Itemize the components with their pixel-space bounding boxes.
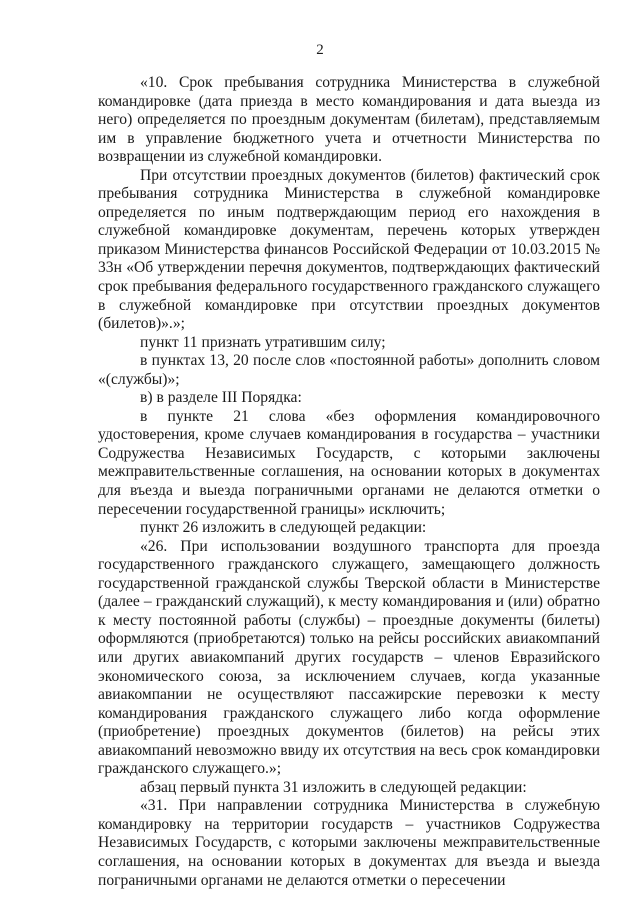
page-number: 2 bbox=[316, 42, 324, 58]
paragraph-item-26-intro: пункт 26 изложить в следующей редакции: bbox=[140, 519, 427, 537]
paragraph-items-13-20: в пунктах 13, 20 после слов «постоянной работы» дополнить словом «(службы)»; bbox=[98, 352, 600, 388]
document-body bbox=[98, 74, 600, 890]
paragraph-item-31-text: «31. При направлении сотрудника Министерства в служебную командировку на территории государств – участников Содружества Независимых Государств, с которыми заключены межправительственные соглашения, на основании которых в документах для въезда и выезда пограничными органами не делаются отметки о пересечении bbox=[98, 797, 600, 889]
paragraph-item-11-repeal: пункт 11 признать утратившим силу; bbox=[140, 333, 386, 351]
paragraph-item-10-intro: «10. Срок пребывания сотрудника Министерства в служебной командировке (дата приезда в место командирования и дата выезда из него) определяется по проездным документам (билетам), представляемым им в управление бюджетного учета и отчетности Министерства по возвращении из служебной командировки. bbox=[98, 74, 600, 166]
paragraph-item-21: в пункте 21 слова «без оформления командировочного удостоверения, кроме случаев командирования в государства – участники Содружества Независимых Государств, с которыми заключены межправительственные соглашения, на основании которых в документах для въезда и выезда пограничными органами не делаются отметки о пересечении государственной границы» исключить; bbox=[98, 407, 600, 518]
paragraph-item-26-text: «26. При использовании воздушного транспорта для проезда государственного гражданского служащего, замещающего должность государственной гражданской службы Тверской области в Министерстве (далее – гражданский служащий), к месту командирования и (или) обратно к месту постоянной работы (службы) – проездные документы (билеты) оформляются (приобретаются) только на рейсы российских авиакомпаний или других авиакомпаний других государств – членов Евразийского экономического союза, за исключением случаев, когда указанные авиакомпании не осуществляют пассажирские перевозки к месту командирования гражданского служащего либо когда оформление (приобретение) проездных документов (билетов) на рейсы этих авиакомпаний невозможно ввиду их отсутствия на весь срок командировки гражданского служащего.»; bbox=[98, 537, 600, 778]
paragraph-missing-tickets: При отсутствии проездных документов (билетов) фактический срок пребывания сотрудника Министерства в служебной командировке определяется по иным подтверждающим период его нахождения в служебной командировке документам, перечень которых утвержден приказом Министерства финансов Российской Федерации от 10.03.2015 № 33н «Об утверждении перечня документов, подтверждающих фактический срок пребывания федерального государственного гражданского служащего в служебной командировке при отсутствии проездных документов (билетов)».»; bbox=[98, 166, 600, 333]
paragraph-section-iii: в) в разделе III Порядка: bbox=[140, 389, 302, 407]
paragraph-item-31-intro: абзац первый пункта 31 изложить в следующей редакции: bbox=[140, 778, 527, 796]
